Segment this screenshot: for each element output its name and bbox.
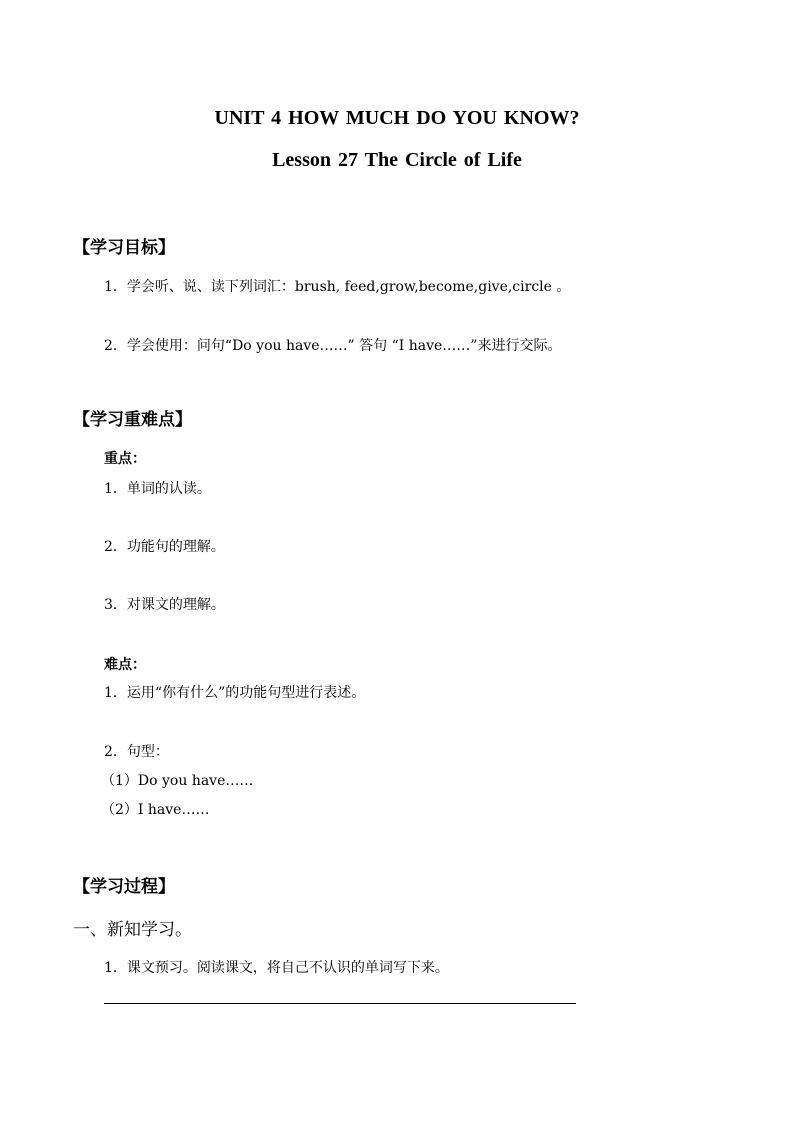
part-one-heading: 一、新知学习。 xyxy=(73,920,192,940)
process-heading: 【学习过程】 xyxy=(73,877,175,897)
pattern-2: （2）I have…… xyxy=(101,802,210,818)
difficult-item-2: 2．句型： xyxy=(104,744,169,760)
key-points-heading: 【学习重难点】 xyxy=(73,410,192,430)
unit-title: UNIT 4 HOW MUCH DO YOU KNOW? xyxy=(214,107,580,129)
lesson-title: Lesson 27 The Circle of Life xyxy=(272,149,522,171)
focus-item-3: 3．对课文的理解。 xyxy=(104,597,225,613)
objective-item-2: 2．学会使用：问句“Do you have……” 答句 “I have……”来进行交际。 xyxy=(104,338,562,354)
focus-label: 重点： xyxy=(104,451,146,467)
objectives-heading: 【学习目标】 xyxy=(73,238,175,258)
answer-line[interactable] xyxy=(104,1003,576,1004)
objective-item-1: 1．学会听、说、读下列词汇：brush, feed,grow,become,give,circle 。 xyxy=(104,279,571,295)
focus-item-1: 1．单词的认读。 xyxy=(104,481,211,497)
focus-item-2: 2．功能句的理解。 xyxy=(104,539,225,555)
difficult-item-1: 1．运用“你有什么”的功能句型进行表述。 xyxy=(104,685,366,701)
difficult-label: 难点： xyxy=(104,657,146,673)
task-one: 1．课文预习。阅读课文，将自己不认识的单词写下来。 xyxy=(104,960,449,976)
pattern-1: （1）Do you have…… xyxy=(101,773,254,789)
